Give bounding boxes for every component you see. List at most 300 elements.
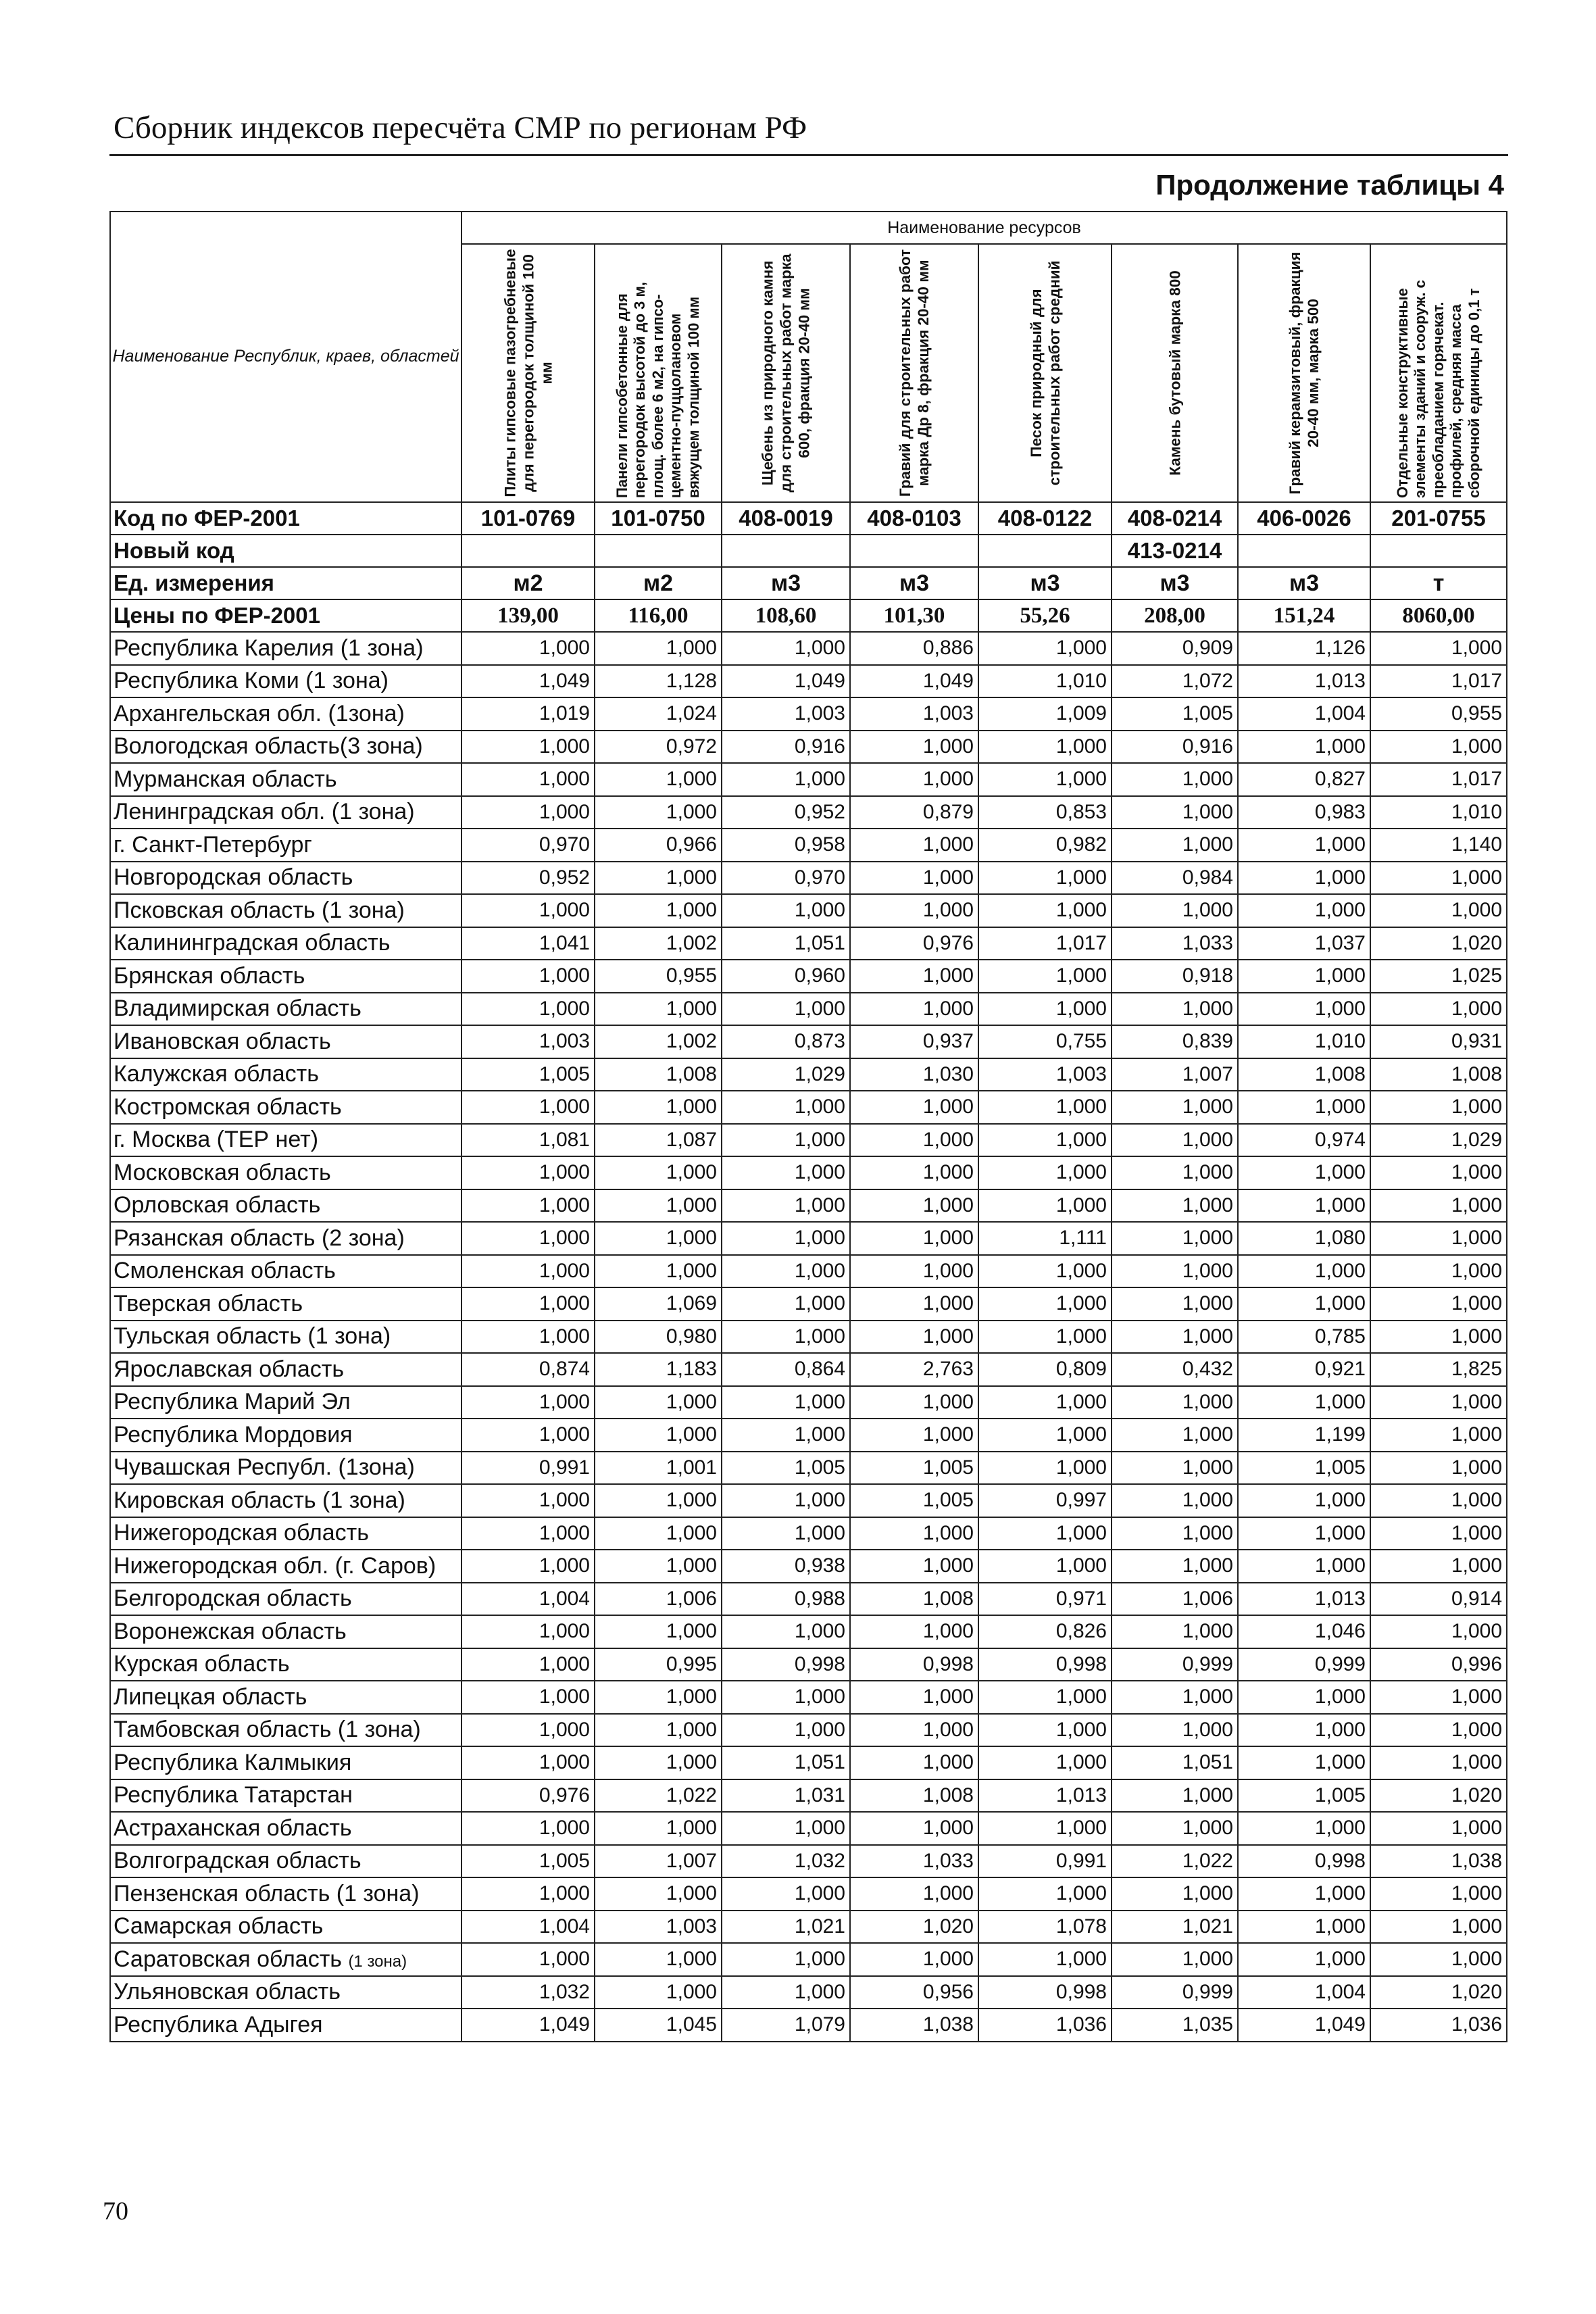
index-value-cell: 0,998 <box>1238 1845 1370 1878</box>
index-value-cell: 1,000 <box>722 1877 850 1911</box>
table-row <box>110 665 1507 698</box>
resource-header-2 <box>595 244 722 502</box>
index-value-cell: 1,081 <box>462 1124 595 1157</box>
price-row <box>110 599 1507 632</box>
index-value-cell: 1,000 <box>595 1419 722 1452</box>
index-value-cell: 0,879 <box>850 796 978 829</box>
index-value-cell: 1,000 <box>462 894 595 927</box>
index-value-cell: 1,000 <box>1238 829 1370 862</box>
index-value-cell: 0,958 <box>722 829 850 862</box>
index-value-cell: 1,000 <box>850 1189 978 1223</box>
index-value-cell: 1,000 <box>595 1681 722 1714</box>
index-value-cell: 1,000 <box>462 1615 595 1648</box>
index-value-cell: 1,000 <box>978 1287 1112 1321</box>
index-value-cell: 0,998 <box>722 1648 850 1681</box>
index-value-cell: 1,000 <box>595 796 722 829</box>
region-name-cell <box>110 1386 462 1419</box>
index-value-cell: 1,000 <box>850 1156 978 1189</box>
index-value-cell: 1,183 <box>595 1353 722 1386</box>
index-value-cell: 1,000 <box>978 1156 1112 1189</box>
index-value-cell: 1,004 <box>462 1911 595 1944</box>
region-name-cell <box>110 763 462 796</box>
index-value-cell: 1,000 <box>595 1156 722 1189</box>
table-row <box>110 1714 1507 1747</box>
index-value-cell: 0,999 <box>1112 1648 1238 1681</box>
index-value-cell: 1,008 <box>595 1058 722 1091</box>
index-value-cell: 1,022 <box>595 1779 722 1813</box>
index-value-cell: 1,000 <box>1112 1681 1238 1714</box>
index-value-cell: 2,763 <box>850 1353 978 1386</box>
index-value-cell: 1,010 <box>978 665 1112 698</box>
index-value-cell: 1,017 <box>1370 763 1507 796</box>
index-value-cell: 1,000 <box>1112 1714 1238 1747</box>
table-row <box>110 993 1507 1026</box>
index-value-cell: 1,002 <box>595 927 722 960</box>
index-value-cell: 1,038 <box>850 2009 978 2042</box>
index-value-cell: 1,000 <box>1370 1746 1507 1779</box>
index-value-cell: 0,864 <box>722 1353 850 1386</box>
index-value-cell: 1,031 <box>722 1779 850 1813</box>
index-value-cell: 1,000 <box>1370 1156 1507 1189</box>
resource-header-label: Камень бутовый марка 800 <box>1166 270 1183 476</box>
region-name-cell <box>110 1222 462 1255</box>
index-value-cell: 1,000 <box>722 1681 850 1714</box>
table-row <box>110 1321 1507 1354</box>
index-value-cell: 0,991 <box>978 1845 1112 1878</box>
index-value-cell: 1,000 <box>1238 1746 1370 1779</box>
new-code-cell <box>1370 535 1507 567</box>
index-value-cell: 1,010 <box>1370 796 1507 829</box>
index-value-cell: 1,000 <box>978 960 1112 993</box>
fer-code-cell: 406-0026 <box>1238 502 1370 535</box>
index-value-cell: 1,000 <box>462 1550 595 1583</box>
index-value-cell: 1,825 <box>1370 1353 1507 1386</box>
region-name: Смоленская область <box>114 1258 336 1284</box>
index-value-cell: 1,000 <box>1112 1419 1238 1452</box>
table-row <box>110 1583 1507 1616</box>
region-name: Республика Марий Эл <box>114 1389 351 1415</box>
index-value-cell: 1,049 <box>1238 2009 1370 2042</box>
index-value-cell: 1,000 <box>462 1156 595 1189</box>
resource-header-8 <box>1370 244 1507 502</box>
region-name: Новгородская область <box>114 864 353 891</box>
index-value-cell: 0,755 <box>978 1025 1112 1058</box>
table-row <box>110 1911 1507 1944</box>
region-name-cell <box>110 1976 462 2009</box>
index-value-cell: 1,000 <box>462 1386 595 1419</box>
index-value-cell: 0,997 <box>978 1484 1112 1517</box>
region-name-cell <box>110 1517 462 1550</box>
new-code-cell <box>595 535 722 567</box>
table-row <box>110 1156 1507 1189</box>
index-value-cell: 1,000 <box>1112 1812 1238 1845</box>
table-row <box>110 1287 1507 1321</box>
index-value-cell: 1,000 <box>1238 1255 1370 1288</box>
region-name-suffix: (1 зона) <box>348 1952 407 1971</box>
table-row <box>110 1746 1507 1779</box>
index-value-cell: 0,853 <box>978 796 1112 829</box>
index-value-cell: 0,988 <box>722 1583 850 1616</box>
table-row <box>110 1091 1507 1124</box>
index-value-cell: 1,000 <box>722 1255 850 1288</box>
index-value-cell: 1,005 <box>462 1845 595 1878</box>
region-name: Ивановская область <box>114 1028 331 1054</box>
index-value-cell: 1,020 <box>1370 1779 1507 1813</box>
index-value-cell: 0,956 <box>850 1976 978 2009</box>
index-value-cell: 1,000 <box>978 1714 1112 1747</box>
resource-header-label: Щебень из природного камня для строительных работ марка 600, фракция 20-40 мм <box>759 253 813 493</box>
index-value-cell: 1,004 <box>462 1583 595 1616</box>
index-value-cell: 1,000 <box>722 763 850 796</box>
index-value-cell: 1,000 <box>1370 1681 1507 1714</box>
region-name-cell <box>110 960 462 993</box>
region-name-cell <box>110 1484 462 1517</box>
region-name-cell <box>110 1877 462 1911</box>
index-value-cell: 1,004 <box>1238 697 1370 731</box>
index-value-cell: 1,000 <box>978 1550 1112 1583</box>
index-value-cell: 1,000 <box>462 1091 595 1124</box>
index-value-cell: 1,007 <box>595 1845 722 1878</box>
table-continuation-label: Продолжение таблицы 4 <box>1155 169 1504 201</box>
index-value-cell: 0,995 <box>595 1648 722 1681</box>
index-value-cell: 1,000 <box>1370 993 1507 1026</box>
index-value-cell: 1,000 <box>1370 1877 1507 1911</box>
index-value-cell: 1,000 <box>722 1386 850 1419</box>
price-cell: 208,00 <box>1112 599 1238 632</box>
index-value-cell: 1,000 <box>850 1877 978 1911</box>
index-value-cell: 1,000 <box>1112 1222 1238 1255</box>
code-row-label: Код по ФЕР-2001 <box>110 502 462 535</box>
region-name-cell <box>110 1156 462 1189</box>
table-row <box>110 1222 1507 1255</box>
index-value-cell: 1,051 <box>722 1746 850 1779</box>
resource-header-label: Плиты гипсовые пазогребневые для перегородок толщиной 100 мм <box>501 249 555 497</box>
index-value-cell: 0,873 <box>722 1025 850 1058</box>
region-name: Нижегородская обл. (г. Саров) <box>114 1552 437 1579</box>
index-value-cell: 1,035 <box>1112 2009 1238 2042</box>
region-name: Калужская область <box>114 1061 319 1087</box>
fer-code-cell: 408-0122 <box>978 502 1112 535</box>
index-value-cell: 1,000 <box>1370 1484 1507 1517</box>
region-name: Чувашская Республ. (1зона) <box>114 1454 415 1481</box>
region-name: Волгоградская область <box>114 1848 361 1874</box>
index-value-cell: 1,000 <box>595 1943 722 1976</box>
index-value-cell: 1,006 <box>595 1583 722 1616</box>
index-value-cell: 0,839 <box>1112 1025 1238 1058</box>
index-value-cell: 1,000 <box>595 1189 722 1223</box>
unit-cell: м3 <box>850 567 978 599</box>
index-value-cell: 1,000 <box>462 1419 595 1452</box>
index-value-cell: 1,000 <box>1112 1124 1238 1157</box>
index-value-cell: 0,983 <box>1238 796 1370 829</box>
index-value-cell: 1,021 <box>722 1911 850 1944</box>
index-value-cell: 0,937 <box>850 1025 978 1058</box>
index-value-cell: 1,000 <box>1238 1156 1370 1189</box>
table-row <box>110 1353 1507 1386</box>
index-value-cell: 0,976 <box>850 927 978 960</box>
index-value-cell: 1,000 <box>978 1681 1112 1714</box>
index-value-cell: 1,000 <box>1112 1452 1238 1485</box>
index-value-cell: 1,000 <box>1238 1550 1370 1583</box>
index-value-cell: 0,966 <box>595 829 722 862</box>
index-value-cell: 1,000 <box>722 1615 850 1648</box>
region-name-cell <box>110 1091 462 1124</box>
index-value-cell: 1,000 <box>978 1517 1112 1550</box>
index-value-cell: 1,003 <box>978 1058 1112 1091</box>
new-code-cell <box>978 535 1112 567</box>
index-value-cell: 1,079 <box>722 2009 850 2042</box>
index-value-cell: 0,874 <box>462 1353 595 1386</box>
index-value-cell: 1,036 <box>1370 2009 1507 2042</box>
price-cell: 55,26 <box>978 599 1112 632</box>
index-value-cell: 0,984 <box>1112 862 1238 895</box>
index-value-cell: 0,952 <box>722 796 850 829</box>
region-name-cell <box>110 829 462 862</box>
fer-code-cell: 101-0750 <box>595 502 722 535</box>
index-value-cell: 1,000 <box>1238 1714 1370 1747</box>
fer-code-cell: 408-0214 <box>1112 502 1238 535</box>
index-value-cell: 1,000 <box>462 1812 595 1845</box>
index-value-cell: 0,970 <box>462 829 595 862</box>
index-value-cell: 1,000 <box>462 1877 595 1911</box>
resource-header-3 <box>722 244 850 502</box>
index-value-cell: 1,000 <box>978 1091 1112 1124</box>
index-value-cell: 0,999 <box>1238 1648 1370 1681</box>
region-name: г. Санкт-Петербург <box>114 831 312 858</box>
index-value-cell: 1,000 <box>1370 1517 1507 1550</box>
index-value-cell: 1,038 <box>1370 1845 1507 1878</box>
index-value-cell: 1,000 <box>850 1714 978 1747</box>
fer-code-cell: 408-0103 <box>850 502 978 535</box>
index-value-cell: 1,000 <box>850 1746 978 1779</box>
resource-header-6 <box>1112 244 1238 502</box>
index-value-cell: 1,000 <box>1238 1911 1370 1944</box>
index-value-cell: 1,000 <box>595 1386 722 1419</box>
index-value-cell: 0,785 <box>1238 1321 1370 1354</box>
region-name-cell <box>110 894 462 927</box>
region-name-cell <box>110 1943 462 1976</box>
index-value-cell: 1,000 <box>1370 1321 1507 1354</box>
index-value-cell: 1,000 <box>722 1517 850 1550</box>
table-row <box>110 1550 1507 1583</box>
index-value-cell: 1,003 <box>850 697 978 731</box>
index-value-cell: 1,000 <box>462 1943 595 1976</box>
index-value-cell: 1,020 <box>1370 1976 1507 2009</box>
region-name-cell <box>110 665 462 698</box>
index-value-cell: 1,000 <box>850 1812 978 1845</box>
index-value-cell: 1,036 <box>978 2009 1112 2042</box>
index-value-cell: 1,004 <box>1238 1976 1370 2009</box>
index-table <box>109 211 1507 2042</box>
region-name-cell <box>110 862 462 895</box>
resource-header-label: Песок природный для строительных работ средний <box>1027 260 1063 486</box>
fer-code-cell: 101-0769 <box>462 502 595 535</box>
region-name-cell <box>110 1845 462 1878</box>
region-name-cell <box>110 1025 462 1058</box>
index-value-cell: 0,931 <box>1370 1025 1507 1058</box>
region-name: Мурманская область <box>114 766 337 792</box>
index-value-cell: 1,049 <box>850 665 978 698</box>
index-value-cell: 1,000 <box>462 1189 595 1223</box>
index-value-cell: 1,000 <box>978 1255 1112 1288</box>
index-value-cell: 1,033 <box>850 1845 978 1878</box>
index-value-cell: 0,955 <box>595 960 722 993</box>
index-value-cell: 1,001 <box>595 1452 722 1485</box>
region-name-cell <box>110 1681 462 1714</box>
index-value-cell: 1,002 <box>595 1025 722 1058</box>
table-row <box>110 1615 1507 1648</box>
index-value-cell: 1,000 <box>722 1976 850 2009</box>
index-value-cell: 1,005 <box>850 1452 978 1485</box>
region-name-cell <box>110 1255 462 1288</box>
index-value-cell: 1,000 <box>1112 1091 1238 1124</box>
resource-header-label: Гравий керамзитовый, фракция 20-40 мм, марка 500 <box>1287 251 1322 495</box>
index-value-cell: 1,000 <box>462 1746 595 1779</box>
region-name: Орловская область <box>114 1192 321 1218</box>
table-row <box>110 697 1507 731</box>
region-name: Республика Коми (1 зона) <box>114 668 389 694</box>
new-code-cell <box>1238 535 1370 567</box>
index-value-cell: 0,918 <box>1112 960 1238 993</box>
index-value-cell: 1,000 <box>850 763 978 796</box>
index-value-cell: 1,000 <box>722 1222 850 1255</box>
index-value-cell: 1,033 <box>1112 927 1238 960</box>
index-value-cell: 1,128 <box>595 665 722 698</box>
region-name-cell <box>110 731 462 764</box>
fer-code-cell: 201-0755 <box>1370 502 1507 535</box>
unit-cell: т <box>1370 567 1507 599</box>
region-name: Кировская область (1 зона) <box>114 1487 405 1513</box>
region-name-cell <box>110 1648 462 1681</box>
index-value-cell: 1,000 <box>1238 1943 1370 1976</box>
table-row <box>110 1812 1507 1845</box>
index-value-cell: 1,000 <box>1238 862 1370 895</box>
index-value-cell: 1,025 <box>1370 960 1507 993</box>
index-value-cell: 1,000 <box>978 1452 1112 1485</box>
index-value-cell: 1,000 <box>850 1550 978 1583</box>
region-name: Республика Адыгея <box>114 2011 323 2038</box>
index-value-cell: 1,087 <box>595 1124 722 1157</box>
index-value-cell: 1,000 <box>850 1943 978 1976</box>
table-row <box>110 2009 1507 2042</box>
table-row <box>110 829 1507 862</box>
index-value-cell: 1,000 <box>462 1222 595 1255</box>
index-value-cell: 1,013 <box>1238 665 1370 698</box>
region-name: Курская область <box>114 1651 290 1677</box>
resource-header-label: Отдельные конструктивные элементы зданий и сооруж. с преобладанием горячекат. профилей, средняя масса сборочной единицы до 0,1 т <box>1394 280 1482 498</box>
index-value-cell: 0,980 <box>595 1321 722 1354</box>
index-value-cell: 1,000 <box>850 1681 978 1714</box>
index-value-cell: 1,000 <box>850 1287 978 1321</box>
index-value-cell: 1,000 <box>978 1877 1112 1911</box>
index-value-cell: 1,072 <box>1112 665 1238 698</box>
index-value-cell: 1,000 <box>1370 1419 1507 1452</box>
index-value-cell: 1,140 <box>1370 829 1507 862</box>
index-value-cell: 1,000 <box>722 1287 850 1321</box>
index-value-cell: 1,020 <box>1370 927 1507 960</box>
index-value-cell: 1,000 <box>1112 993 1238 1026</box>
index-value-cell: 1,000 <box>850 1091 978 1124</box>
index-value-cell: 1,020 <box>850 1911 978 1944</box>
resource-header-label: Гравий для строительных работ марка Др 8, фракция 20-40 мм <box>897 249 932 497</box>
index-value-cell: 1,000 <box>1112 763 1238 796</box>
index-value-cell: 0,432 <box>1112 1353 1238 1386</box>
index-value-cell: 1,000 <box>1112 1615 1238 1648</box>
index-value-cell: 1,000 <box>1112 1517 1238 1550</box>
table-row <box>110 927 1507 960</box>
index-value-cell: 1,003 <box>722 697 850 731</box>
index-value-cell: 1,000 <box>595 1222 722 1255</box>
index-value-cell: 1,000 <box>978 862 1112 895</box>
index-value-cell: 1,008 <box>1238 1058 1370 1091</box>
index-value-cell: 1,000 <box>850 1321 978 1354</box>
index-value-cell: 0,998 <box>850 1648 978 1681</box>
index-value-cell: 1,126 <box>1238 632 1370 665</box>
index-value-cell: 1,000 <box>1238 1484 1370 1517</box>
region-name-cell <box>110 1911 462 1944</box>
index-value-cell: 1,000 <box>1112 1386 1238 1419</box>
region-name-cell <box>110 1812 462 1845</box>
index-value-cell: 1,000 <box>1112 1550 1238 1583</box>
index-value-cell: 1,045 <box>595 2009 722 2042</box>
index-value-cell: 1,000 <box>978 731 1112 764</box>
region-name: Нижегородская область <box>114 1520 369 1546</box>
region-name: Ульяновская область <box>114 1979 341 2005</box>
region-name-cell <box>110 1321 462 1354</box>
new-code-cell <box>850 535 978 567</box>
index-value-cell: 1,000 <box>462 1681 595 1714</box>
index-value-cell: 0,809 <box>978 1353 1112 1386</box>
region-name: Республика Мордовия <box>114 1421 353 1448</box>
region-name-cell <box>110 1452 462 1485</box>
index-value-cell: 1,000 <box>850 1419 978 1452</box>
index-value-cell: 1,005 <box>462 1058 595 1091</box>
region-name-cell <box>110 1746 462 1779</box>
region-name-cell <box>110 796 462 829</box>
new-code-cell <box>462 535 595 567</box>
index-value-cell: 1,000 <box>1370 1452 1507 1485</box>
price-cell: 8060,00 <box>1370 599 1507 632</box>
index-value-cell: 1,000 <box>978 1321 1112 1354</box>
index-value-cell: 1,041 <box>462 927 595 960</box>
index-value-cell: 1,005 <box>722 1452 850 1485</box>
table-row <box>110 862 1507 895</box>
price-cell: 108,60 <box>722 599 850 632</box>
region-name-cell <box>110 2009 462 2042</box>
table-row <box>110 1255 1507 1288</box>
index-value-cell: 1,000 <box>1370 731 1507 764</box>
index-value-cell: 1,000 <box>595 763 722 796</box>
index-value-cell: 0,916 <box>722 731 850 764</box>
index-value-cell: 1,032 <box>722 1845 850 1878</box>
index-value-cell: 1,000 <box>595 1812 722 1845</box>
index-value-cell: 1,000 <box>1370 1189 1507 1223</box>
resource-header-4 <box>850 244 978 502</box>
region-name-cell <box>110 1419 462 1452</box>
index-value-cell: 1,000 <box>850 993 978 1026</box>
region-name: Белгородская область <box>114 1585 352 1612</box>
index-value-cell: 1,000 <box>1370 1386 1507 1419</box>
title-divider <box>109 154 1508 156</box>
index-value-cell: 1,000 <box>595 1484 722 1517</box>
region-name-cell <box>110 1550 462 1583</box>
region-name-cell <box>110 927 462 960</box>
index-value-cell: 1,000 <box>1112 1255 1238 1288</box>
index-value-cell: 0,886 <box>850 632 978 665</box>
region-name-cell <box>110 1714 462 1747</box>
index-value-cell: 1,000 <box>1238 993 1370 1026</box>
index-value-cell: 1,005 <box>850 1484 978 1517</box>
